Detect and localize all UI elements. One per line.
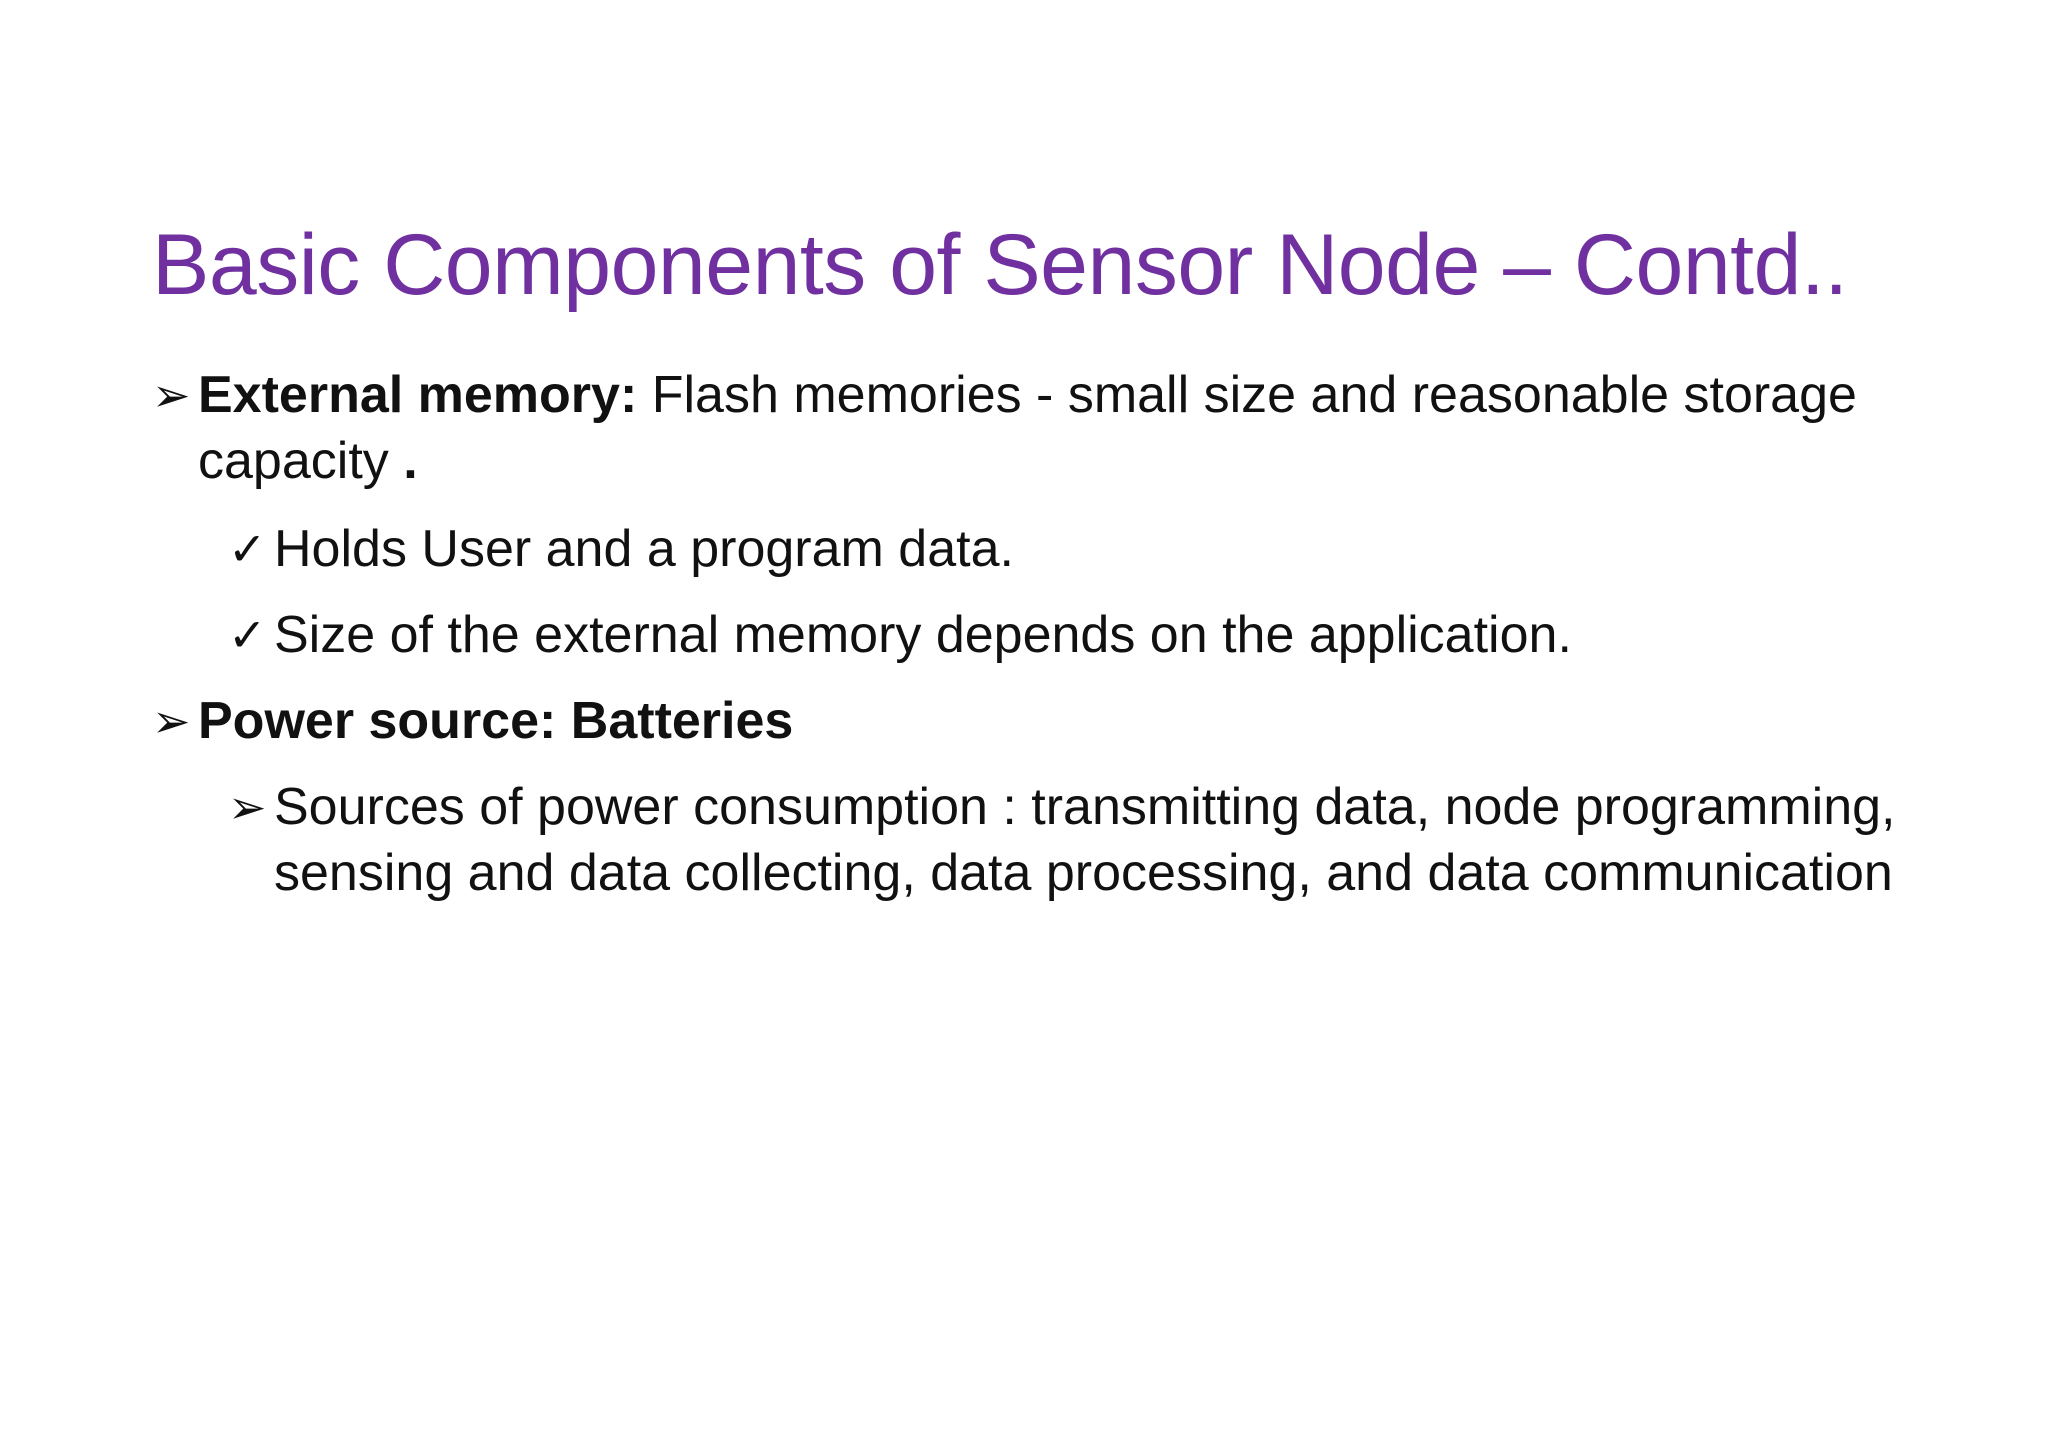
subbullet-memory-size <box>152 602 1952 668</box>
subbullet-power-consumption <box>152 774 1952 906</box>
slide-title: Basic Components of Sensor Node – Contd.. <box>152 217 1848 313</box>
bullet-text: Flash memories - small size and reasonable storage capacity <box>198 366 1857 490</box>
bullet-period: . <box>403 432 418 490</box>
arrowhead-bullet-icon: ➢ <box>152 369 191 421</box>
arrowhead-bullet-icon: ➢ <box>152 695 191 747</box>
bullet-text: Holds User and a program data. <box>274 520 1014 578</box>
bullet-text: Sources of power consumption : transmitting data, node programming, sensing and data collecting, data processing, and data communication <box>274 778 1896 902</box>
subbullet-holds-data <box>152 516 1952 582</box>
slide-body <box>152 362 1952 906</box>
bullet-external-memory <box>152 362 1952 494</box>
bullet-power-source <box>152 688 1952 754</box>
bullet-text: Size of the external memory depends on the application. <box>274 606 1572 664</box>
checkmark-bullet-icon: ✓ <box>228 523 267 575</box>
checkmark-bullet-icon: ✓ <box>228 609 267 661</box>
bullet-heading: External memory: <box>198 366 638 424</box>
arrowhead-bullet-icon: ➢ <box>228 781 267 833</box>
bullet-heading: Power source: Batteries <box>198 692 794 750</box>
